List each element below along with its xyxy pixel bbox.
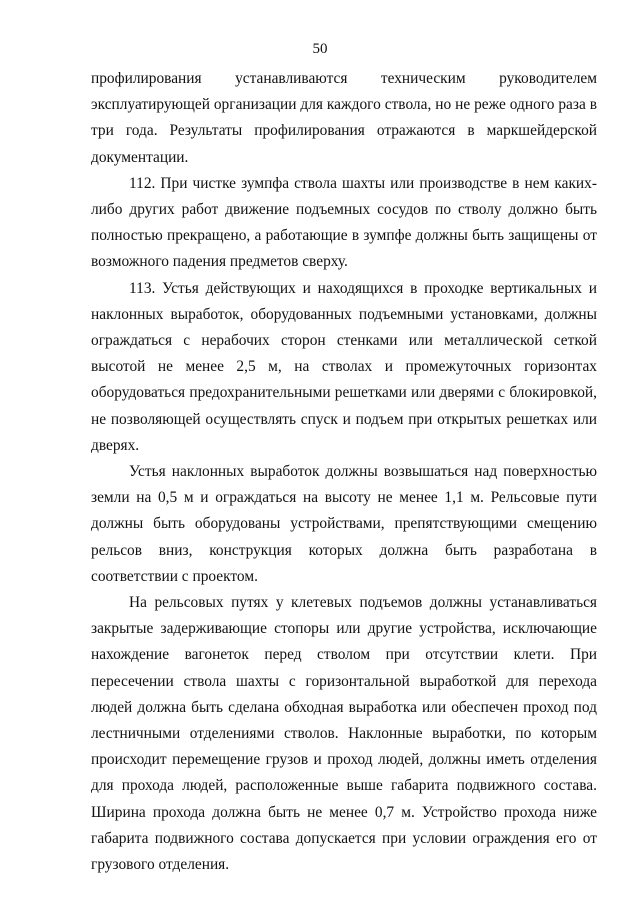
paragraph-rail-tracks: На рельсовых путях у клетевых подъемов должны устанавливаться закрытые задерживающие стопоры или другие устройства, исключающие нахождение вагонеток перед стволом при отсутствии клети. При пересечении ствола шахты с горизонтальной выработкой для перехода людей должна быть сделана обходная выработка или обеспечен проход под лестничными отделениями стволов. Наклонные выработки, по которым происходит перемещение грузов и проход людей, должны иметь отделения для прохода людей, расположенные выше габарита подвижного состава. Ширина прохода должна быть не менее 0,7 м. Устройство прохода ниже габарита подвижного состава допускается при условии ограждения его от грузового отделения. [91, 594, 597, 874]
document-body [91, 66, 597, 878]
page-number: 50 [312, 41, 328, 57]
paragraph-112: 112. При чистке зумпфа ствола шахты или производстве в нем каких-либо других работ движение подъемных сосудов по стволу должно быть полностью прекращено, а работающие в зумпфе должны быть защищены от возможного падения предметов сверху. [91, 174, 597, 271]
paragraph-continuation: профилирования устанавливаются техническим руководителем эксплуатирующей организации для каждого ствола, но не реже одного раза в три года. Результаты профилирования отражаются в маркшейдерской документации. [91, 70, 597, 166]
paragraph-113: 113. Устья действующих и находящихся в проходке вертикальных и наклонных выработок, оборудованных подъемными установками, должны ограждаться с нерабочих сторон стенками или металлической сеткой высотой не менее 2,5 м, на стволах и промежуточных горизонтах оборудоваться предохранительными решетками или дверями с блокировкой, не позволяющей осуществлять спуск и подъем при открытых решетках или дверях. [91, 279, 597, 454]
paragraph-inclined-workings: Устья наклонных выработок должны возвышаться над поверхностью земли на 0,5 м и ограждаться на высоту не менее 1,1 м. Рельсовые пути должны быть оборудованы устройствами, препятствующими смещению рельсов вниз, конструкция которых должна быть разработана в соответствии с проектом. [91, 463, 597, 585]
